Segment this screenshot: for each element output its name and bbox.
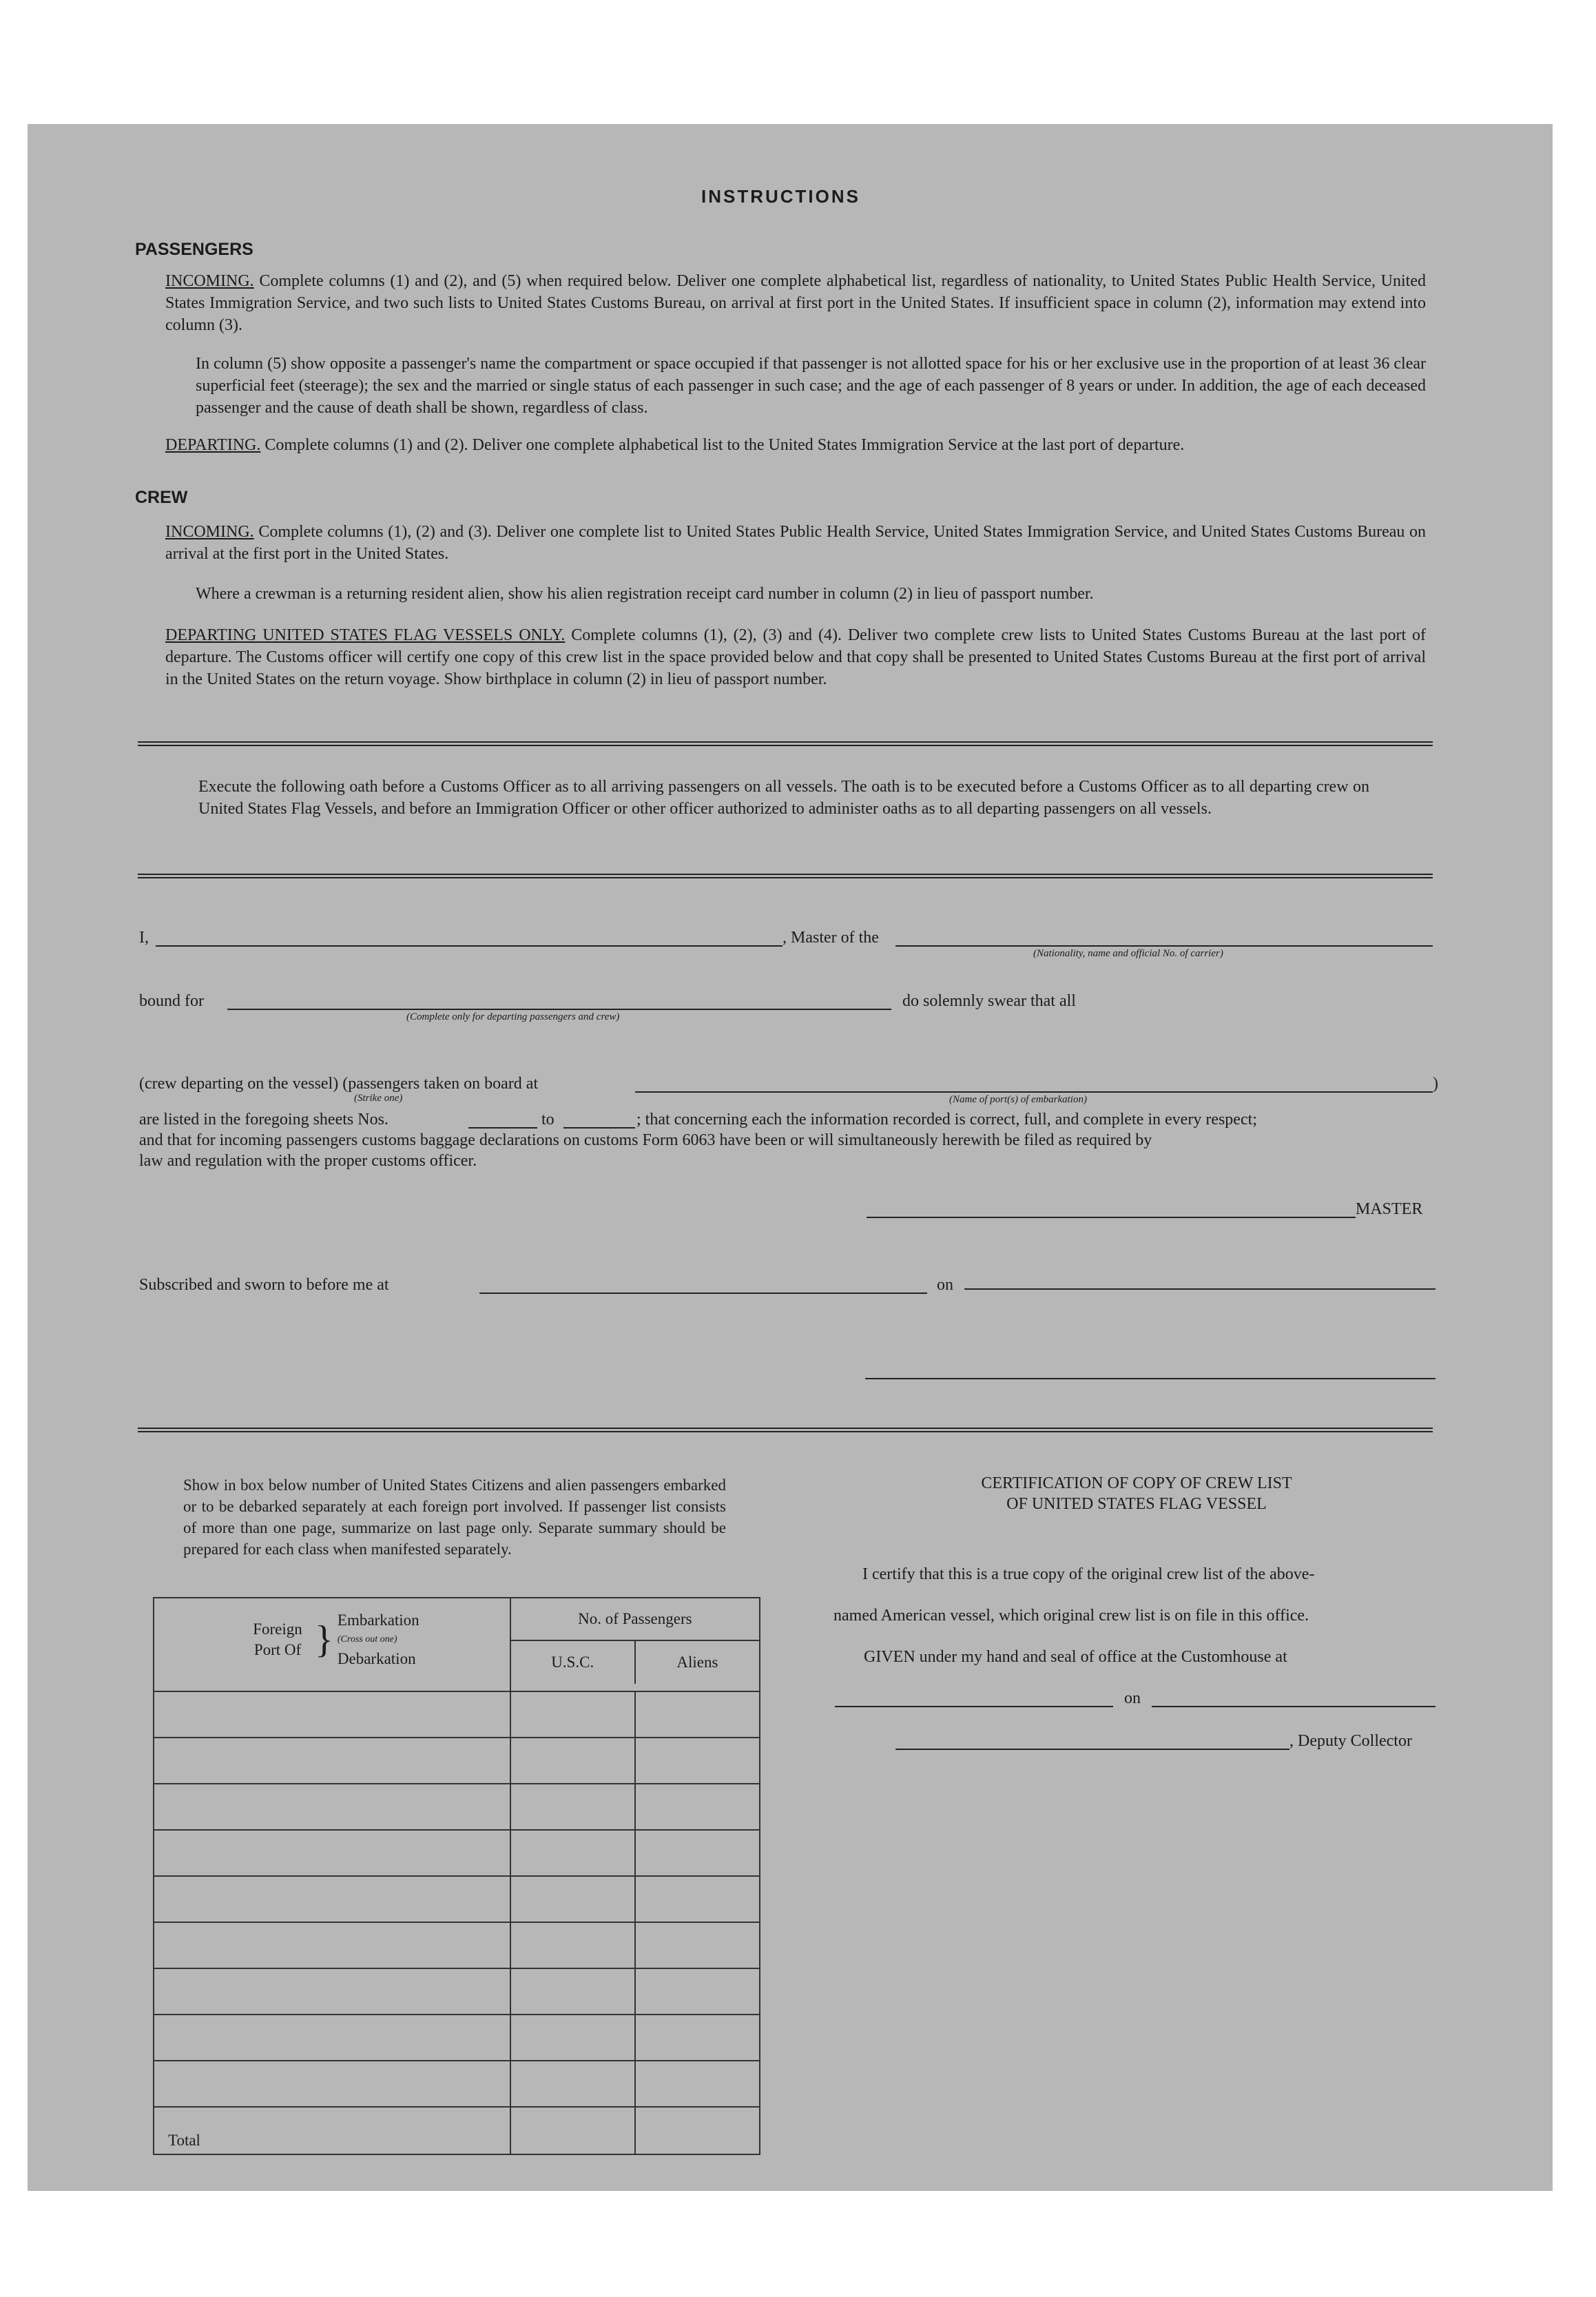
master-label: MASTER xyxy=(1356,1200,1423,1218)
bound-caption: (Complete only for departing passengers and crew) xyxy=(406,1011,620,1022)
close-paren: ) xyxy=(1433,1075,1438,1093)
debarkation-label: Debarkation xyxy=(337,1650,416,1667)
crew-incoming-paragraph xyxy=(165,521,1426,565)
brace-glyph: } xyxy=(315,1618,333,1661)
crew-resident-paragraph: Where a crewman is a returning resident alien, show his alien registration receipt card number in column (2) in lieu of passport number. xyxy=(196,585,1094,603)
certify-line-3: GIVEN under my hand and seal of office at the Customhouse at xyxy=(864,1648,1287,1666)
passengers-heading: PASSENGERS xyxy=(135,240,253,259)
usc-cell[interactable] xyxy=(510,2061,635,2107)
sheets-from-field[interactable] xyxy=(468,1127,537,1129)
aliens-cell[interactable] xyxy=(635,1691,760,1738)
master-name-field[interactable] xyxy=(156,945,783,947)
usc-total-cell[interactable] xyxy=(510,2107,635,2154)
aliens-label: Aliens xyxy=(676,1654,718,1671)
usc-cell[interactable] xyxy=(510,1784,635,1830)
certify-line-1: I certify that this is a true copy of the original crew list of the above- xyxy=(862,1565,1315,1583)
sworn-place-field[interactable] xyxy=(479,1292,927,1294)
usc-cell[interactable] xyxy=(510,1876,635,1922)
page-title: INSTRUCTIONS xyxy=(701,186,860,207)
passengers-incoming-text: Complete columns (1) and (2), and (5) when required below. Deliver one complete alphabetical list, regardless of nationality, to United States Public Health Service, United States Immigration Service, and two such lists to United States Customs Bureau, on arrival at first port in the United States. If insufficient space in column (2), information may extend into column (3). xyxy=(165,272,1427,334)
oath-i-label: I, xyxy=(139,929,149,947)
passengers-departing-text: Complete columns (1) and (2). Deliver one complete alphabetical list to the United States Immigration Service at the last port of departure. xyxy=(265,436,1185,454)
ports-field[interactable] xyxy=(635,1091,1433,1093)
port-cell[interactable] xyxy=(154,2015,510,2061)
swear-text: do solemnly swear that all xyxy=(902,992,1076,1010)
carrier-field[interactable] xyxy=(895,945,1433,947)
foreign-port-of-label: Foreign Port Of xyxy=(253,1620,302,1658)
port-cell[interactable] xyxy=(154,1876,510,1922)
deputy-signature-field[interactable] xyxy=(895,1749,1289,1750)
port-cell[interactable] xyxy=(154,1784,510,1830)
total-label-cell xyxy=(154,2107,510,2154)
passengers-column5-paragraph: In column (5) show opposite a passenger's name the compartment or space occupied if that passenger is not allotted space for his or her exclusive use in the proportion of at least 36 clear superficial feet (steerage); the sex and the married or single status of each passenger in such case; and the age of each passenger of 8 years or under. In addition, the age of each deceased passenger and the cause of death shall be shown, regardless of class. xyxy=(196,355,1426,417)
aliens-cell[interactable] xyxy=(635,2061,760,2107)
certification-heading-1: CERTIFICATION OF COPY OF CREW LIST xyxy=(981,1474,1292,1492)
law-text: law and regulation with the proper customs officer. xyxy=(139,1152,477,1170)
passenger-summary-table xyxy=(153,1597,760,2155)
subscribed-text: Subscribed and sworn to before me at xyxy=(139,1276,389,1294)
baggage-text: and that for incoming passengers customs baggage declarations on customs Form 6063 have been or will simultaneously herewith be filed as required by xyxy=(139,1131,1152,1149)
section-divider xyxy=(138,741,1433,746)
summary-divider xyxy=(138,1428,1433,1432)
usc-cell[interactable] xyxy=(510,1922,635,1968)
oath-divider xyxy=(138,874,1433,878)
certification-heading-2: OF UNITED STATES FLAG VESSEL xyxy=(1006,1495,1267,1513)
passengers-incoming-paragraph xyxy=(165,270,1426,336)
passengers-header-cell xyxy=(510,1598,760,1691)
summary-text: Show in box below number of United States Citizens and alien passengers embarked or to be debarked separately at each foreign port involved. If passenger list consists of more than one page, summarize on last page only. Separate summary should be prepared for each class when manifested separately. xyxy=(183,1476,726,1558)
port-header-cell xyxy=(154,1598,510,1691)
crew-departing-label: DEPARTING UNITED STATES FLAG VESSELS ONLY. xyxy=(165,626,566,644)
port-cell[interactable] xyxy=(154,1968,510,2015)
aliens-total-cell[interactable] xyxy=(635,2107,760,2154)
crew-incoming-label: INCOMING. xyxy=(165,523,254,541)
sworn-on-label: on xyxy=(937,1276,953,1294)
no-of-passengers-label: No. of Passengers xyxy=(511,1598,759,1641)
customhouse-field[interactable] xyxy=(835,1706,1113,1707)
oath-intro: Execute the following oath before a Customs Officer as to all arriving passengers on all vessels. The oath is to be executed before a Customs Officer as to all departing crew on United States Flag Vessels, and before an Immigration Officer or other officer authorized to administer oaths as to all departing passengers on all vessels. xyxy=(198,778,1369,818)
crew-incoming-text: Complete columns (1), (2) and (3). Deliver one complete list to United States Public Health Service, United States Immigration Service, and United States Customs Bureau on arrival at the first port in the United States. xyxy=(165,523,1427,563)
aliens-cell[interactable] xyxy=(635,1784,760,1830)
certify-on-label: on xyxy=(1124,1689,1141,1707)
crew-departing-paragraph xyxy=(165,624,1426,690)
master-signature-field[interactable] xyxy=(867,1217,1356,1218)
port-cell[interactable] xyxy=(154,1738,510,1784)
aliens-cell[interactable] xyxy=(635,1830,760,1876)
aliens-cell[interactable] xyxy=(635,1876,760,1922)
bound-for-label: bound for xyxy=(139,992,204,1010)
usc-label: U.S.C. xyxy=(511,1641,636,1684)
sheets-to-label: to xyxy=(541,1111,555,1129)
concerning-text: ; that concerning each the information recorded is correct, full, and complete in every respect; xyxy=(636,1111,1257,1129)
passengers-departing-paragraph xyxy=(165,434,1426,456)
certify-line-2: named American vessel, which original crew list is on file in this office. xyxy=(833,1607,1309,1625)
aliens-cell[interactable] xyxy=(635,1968,760,2015)
master-of-label: , Master of the xyxy=(783,929,879,947)
port-cell[interactable] xyxy=(154,1922,510,1968)
deputy-collector-label: , Deputy Collector xyxy=(1289,1732,1412,1750)
passengers-departing-label: DEPARTING. xyxy=(165,436,261,454)
passengers-incoming-label: INCOMING. xyxy=(165,272,254,290)
strike-one-caption: (Strike one) xyxy=(354,1093,403,1104)
usc-cell[interactable] xyxy=(510,1691,635,1738)
crew-departing-text: (crew departing on the vessel) (passengers taken on board at xyxy=(139,1075,539,1093)
officer-signature-field[interactable] xyxy=(865,1378,1436,1379)
certify-date-field[interactable] xyxy=(1152,1706,1436,1707)
nationality-caption: (Nationality, name and official No. of carrier) xyxy=(1033,948,1223,959)
port-cell[interactable] xyxy=(154,1830,510,1876)
usc-cell[interactable] xyxy=(510,1968,635,2015)
port-cell[interactable] xyxy=(154,1691,510,1738)
usc-cell[interactable] xyxy=(510,1738,635,1784)
bound-for-field[interactable] xyxy=(227,1009,891,1010)
usc-cell[interactable] xyxy=(510,1830,635,1876)
port-cell[interactable] xyxy=(154,2061,510,2107)
aliens-cell[interactable] xyxy=(635,2015,760,2061)
total-label: Total xyxy=(168,2132,200,2149)
usc-cell[interactable] xyxy=(510,2015,635,2061)
embarkation-label: Embarkation xyxy=(337,1611,419,1629)
crew-heading: CREW xyxy=(135,488,188,507)
sheets-to-field[interactable] xyxy=(563,1127,635,1129)
aliens-cell[interactable] xyxy=(635,1922,760,1968)
listed-sheets-text: are listed in the foregoing sheets Nos. xyxy=(139,1111,388,1129)
sworn-date-field[interactable] xyxy=(964,1288,1436,1290)
ports-caption: (Name of port(s) of embarkation) xyxy=(949,1094,1087,1105)
crew-departing-text: Complete columns (1), (2), (3) and (4). Deliver two complete crew lists to United States Customs Bureau at the last port of departure. The Customs officer will certify one copy of this crew list in the space provided below and that copy shall be presented to United States Customs Bureau at the first port of arrival in the United States on the return voyage. Show birthplace in column (2) in lieu of passport number. xyxy=(165,626,1427,688)
aliens-cell[interactable] xyxy=(635,1738,760,1784)
cross-out-caption: (Cross out one) xyxy=(337,1634,397,1645)
